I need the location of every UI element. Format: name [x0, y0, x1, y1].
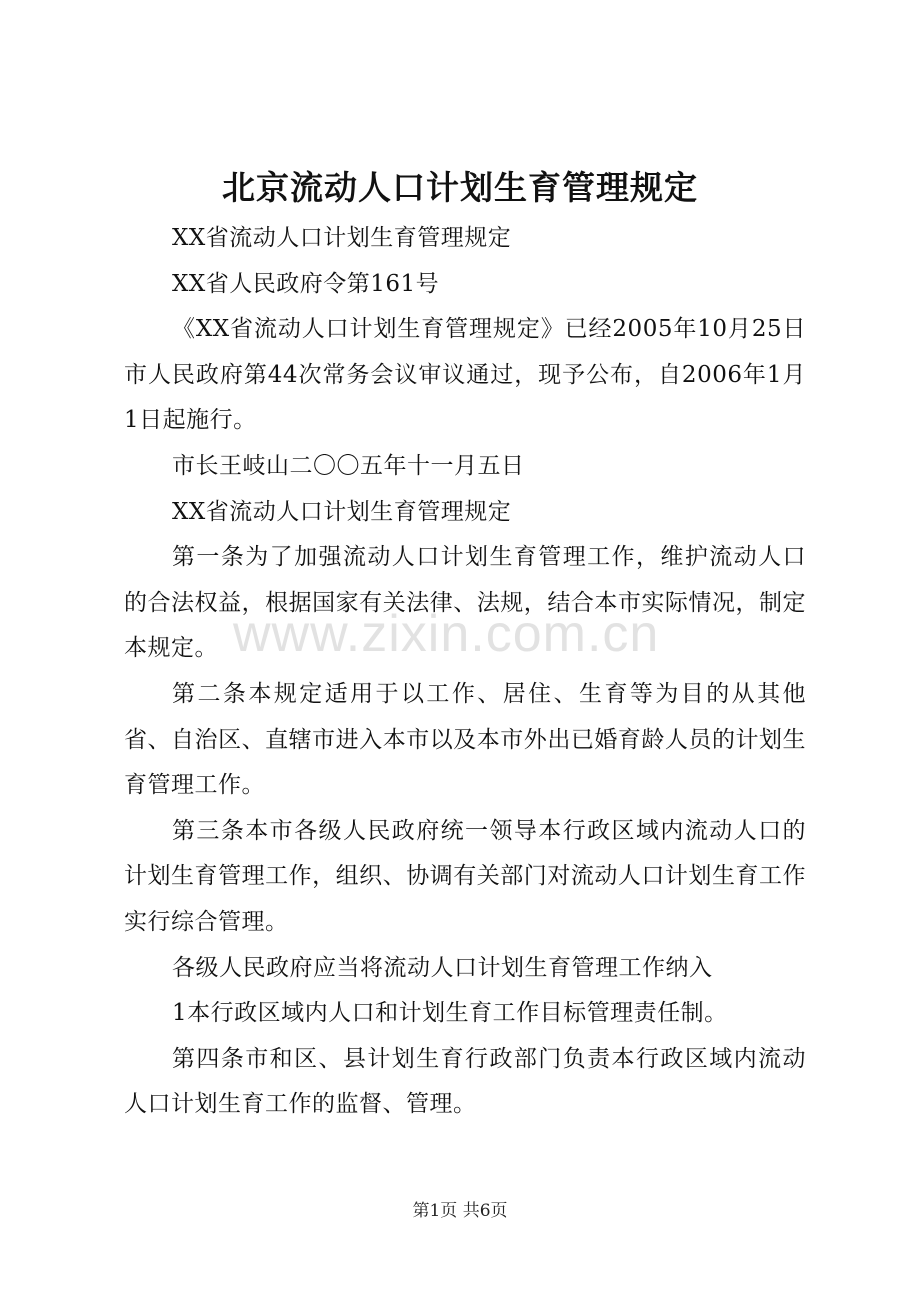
paragraph-signature: 市长王岐山二〇〇五年十一月五日 [172, 452, 525, 479]
watermark: www.zixin.com.cn [233, 605, 660, 663]
paragraph-article-3: 第三条本市各级人民政府统一领导本行政区域内流动人口的计划生育管理工作，组织、协调有关部门对流动人口计划生育工作实行综合管理。 [124, 817, 806, 935]
paragraph-article-4: 第四条市和区、县计划生育行政部门负责本行政区域内流动人口计划生育工作的监督、管理。 [124, 1045, 806, 1118]
paragraph-article-2: 第二条本规定适用于以工作、居住、生育等为目的从其他省、自治区、直辖市进入本市以及本市外出已婚育龄人员的计划生育管理工作。 [124, 680, 806, 799]
paragraph-announcement: 《XX省流动人口计划生育管理规定》已经2005年10月25日市人民政府第44次常务会议审议通过，现予公布，自2006年1月1日起施行。 [124, 316, 806, 434]
paragraph-heading-2: XX省流动人口计划生育管理规定 [172, 498, 512, 525]
page-footer: 第1页 共6页 [412, 1201, 508, 1221]
paragraph-decree-number: XX省人民政府令第161号 [172, 270, 440, 297]
paragraph-article-1: 第一条为了加强流动人口计划生育管理工作，维护流动人口的合法权益，根据国家有关法律、法规，结合本市实际情况，制定本规定。 [124, 544, 806, 662]
document-body [124, 216, 806, 1128]
paragraph-article-3-cont: 各级人民政府应当将流动人口计划生育管理工作纳入 [172, 954, 713, 981]
paragraph-heading-1: XX省流动人口计划生育管理规定 [172, 225, 512, 251]
document-title: 北京流动人口计划生育管理规定 [222, 168, 698, 207]
paragraph-article-3-cont-2: 1本行政区域内人口和计划生育工作目标管理责任制。 [172, 1000, 728, 1027]
